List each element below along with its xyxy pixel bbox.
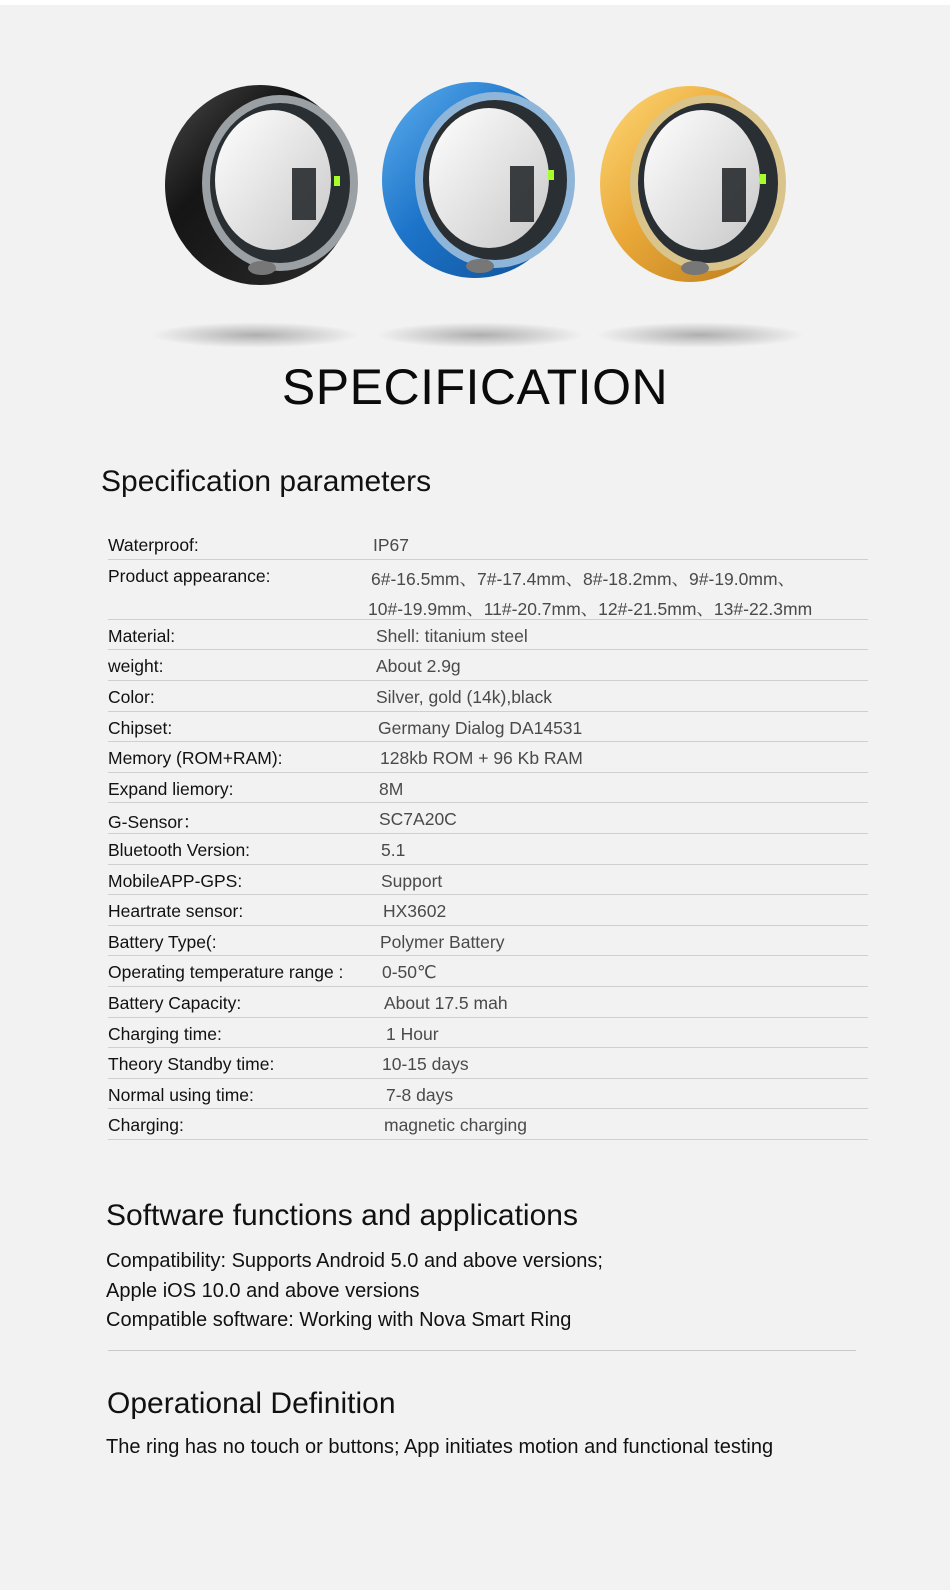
product-rings-image — [140, 80, 820, 340]
ring-shadow — [150, 322, 360, 348]
spec-value: 1 Hour — [386, 1023, 439, 1044]
spec-row-normal-using-time — [108, 1079, 868, 1110]
spec-value: About 2.9g — [376, 656, 461, 677]
spec-label: Operating temperature range : — [108, 962, 344, 983]
spec-row-g-sensor — [108, 803, 868, 834]
page-title: SPECIFICATION — [281, 359, 669, 415]
spec-row-heartrate-sensor — [108, 895, 868, 926]
section-divider — [108, 1350, 856, 1351]
spec-row-standby-time — [108, 1048, 868, 1079]
spec-value: Shell: titanium steel — [376, 625, 528, 646]
spec-value: 10-15 days — [382, 1054, 469, 1075]
spec-value: 5.1 — [381, 839, 406, 860]
spec-value: 8M — [379, 778, 404, 799]
spec-row-material — [108, 620, 868, 651]
spec-row-product-appearance — [108, 560, 868, 620]
spec-label: Material: — [108, 625, 176, 646]
spec-value: 128kb ROM + 96 Kb RAM — [380, 748, 583, 769]
spec-value: Support — [381, 870, 443, 891]
spec-label: Battery Capacity: — [108, 992, 242, 1013]
spec-section-title: Specification parameters — [101, 465, 432, 498]
software-line: Apple iOS 10.0 and above versions — [106, 1279, 420, 1302]
spec-value: HX3602 — [383, 901, 447, 922]
spec-value: Polymer Battery — [380, 931, 505, 952]
spec-label: G-Sensor： — [108, 812, 201, 833]
spec-label: Normal using time: — [108, 1084, 254, 1105]
spec-row-charging — [108, 1109, 868, 1140]
spec-label: Bluetooth Version: — [108, 839, 251, 860]
spec-row-operating-temperature — [108, 956, 868, 987]
black-ring — [165, 85, 358, 285]
spec-label: Heartrate sensor: — [108, 901, 244, 922]
software-description — [106, 1247, 603, 1336]
spec-value: Silver, gold (14k),black — [376, 686, 553, 707]
spec-label: Color: — [108, 686, 155, 707]
ring-shadow — [375, 322, 585, 348]
spec-value: 6#-16.5mm、7#-17.4mm、8#-18.2mm、9#-19.0mm、 — [371, 568, 796, 589]
software-line: Compatible software: Working with Nova Smart Ring — [106, 1309, 572, 1331]
spec-value: About 17.5 mah — [384, 992, 508, 1013]
spec-value: magnetic charging — [384, 1115, 527, 1136]
spec-label: Waterproof: — [108, 535, 199, 555]
spec-label: Battery Type(: — [108, 931, 217, 952]
blue-ring — [382, 82, 575, 278]
spec-value: SC7A20C — [379, 809, 457, 830]
spec-row-memory — [108, 742, 868, 773]
spec-row-bluetooth — [108, 834, 868, 865]
spec-value-line2: 10#-19.9mm、11#-20.7mm、12#-21.5mm、13#-22.3mm — [368, 598, 813, 619]
spec-label: Theory Standby time: — [108, 1054, 275, 1075]
spec-value: Germany Dialog DA14531 — [378, 717, 583, 738]
operational-section-title: Operational Definition — [107, 1387, 396, 1420]
spec-row-battery-capacity — [108, 987, 868, 1018]
software-section-title: Software functions and applications — [106, 1199, 578, 1232]
top-strip — [0, 0, 950, 5]
spec-row-weight — [108, 650, 868, 681]
spec-row-mobileapp-gps — [108, 865, 868, 896]
spec-row-color — [108, 681, 868, 712]
spec-table — [108, 529, 868, 1140]
spec-row-waterproof — [108, 529, 868, 560]
spec-label: Memory (ROM+RAM): — [108, 748, 283, 769]
spec-label: Charging time: — [108, 1023, 222, 1044]
spec-label: Expand liemory: — [108, 778, 234, 799]
spec-row-expand-memory — [108, 773, 868, 804]
spec-value: 7-8 days — [386, 1084, 454, 1105]
spec-row-charging-time — [108, 1018, 868, 1049]
spec-label: weight: — [108, 656, 164, 677]
gold-ring — [600, 86, 786, 282]
spec-row-battery-type — [108, 926, 868, 957]
software-line: Compatibility: Supports Android 5.0 and above versions; — [106, 1250, 603, 1272]
operational-description: The ring has no touch or buttons; App initiates motion and functional testing — [106, 1436, 774, 1458]
spec-label: Product appearance: — [108, 565, 271, 586]
spec-label: Charging: — [108, 1115, 184, 1136]
spec-label: Chipset: — [108, 717, 173, 738]
spec-value: 0-50℃ — [382, 962, 437, 983]
spec-row-chipset — [108, 712, 868, 743]
spec-label: MobileAPP-GPS: — [108, 870, 243, 891]
ring-shadow — [595, 322, 805, 348]
spec-value: IP67 — [373, 535, 409, 555]
